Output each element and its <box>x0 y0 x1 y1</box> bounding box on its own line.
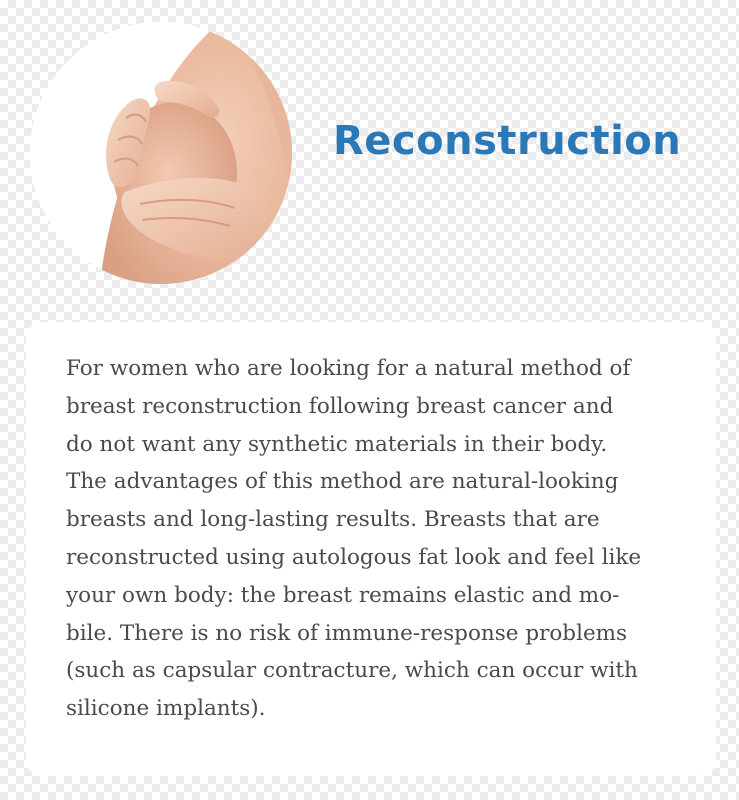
hands-on-breast-photo <box>30 22 292 284</box>
photo-illustration <box>30 22 292 284</box>
page-title: Reconstruction <box>333 118 682 164</box>
description-text: For women who are looking for a natural method of breast reconstruction following breast cancer and do not want any synthetic materials in their body. The advantages of this method are natural-looking breasts and long-lasting results. Breasts that are reconstructed using autologous fat look and feel like your own body: the breast remains elastic and mo- bile. There is no risk of immune-response problems (such as capsular contracture, which can occur with silicone implants). <box>66 356 642 722</box>
description-card <box>26 322 716 776</box>
